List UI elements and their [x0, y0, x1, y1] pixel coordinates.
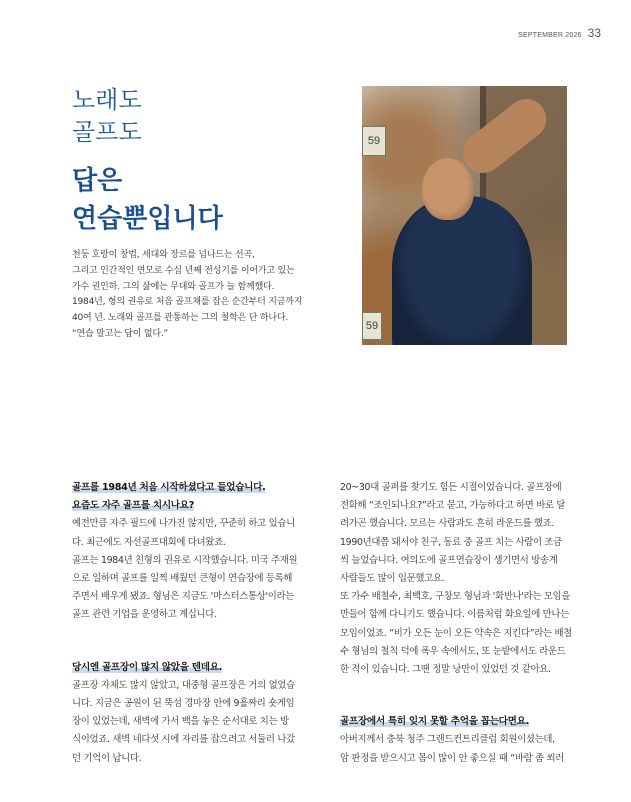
- number-plate-top: 59: [362, 126, 386, 156]
- title-line: 연습뿐입니다: [72, 204, 223, 234]
- answer-line: 니다. 지금은 공원이 된 뚝섬 경마장 안에 9홀짜리 숏게임: [72, 698, 295, 710]
- answer-line: 려가곤 했습니다. 모르는 사람과도 흔히 라운드를 했죠.: [340, 518, 555, 530]
- answer-line: 만들어 함께 다니기도 했습니다. 이름처럼 화요일에 만나는: [340, 609, 569, 621]
- answer-line: 암 판정을 받으시고 몸이 많이 안 좋으실 때 “바람 좀 쐬러: [340, 752, 564, 764]
- page-header: [518, 26, 601, 40]
- answer-line: 20~30대 골퍼를 찾기도 힘든 시절이었습니다. 골프장에: [340, 482, 562, 493]
- intro-line: 1984년, 형의 권유로 처음 골프채를 잡은 순간부터 지금까지: [72, 297, 303, 308]
- answer-line: 수 형님의 철칙 덕에 폭우 속에서도, 또 눈밭에서도 라운드: [340, 645, 566, 657]
- answer-line: 한 적이 있습니다. 그땐 정말 낭만이 있었던 것 같아요.: [340, 664, 551, 676]
- photo-person-head: [422, 158, 474, 220]
- issue-month: SEPTEMBER 2026: [518, 32, 582, 39]
- intro-line: 가수 권인하. 그의 삶에는 무대와 골프가 늘 함께했다.: [72, 281, 275, 292]
- photo-person-body: [392, 196, 532, 345]
- intro-line: 40여 년. 노래와 골프를 관통하는 그의 철학은 단 하나다.: [72, 313, 289, 324]
- answer-line: 모임이었죠. “비가 오든 눈이 오든 약속은 지킨다”라는 배철: [340, 627, 572, 639]
- question-line: 골프를 1984년 처음 시작하셨다고 들었습니다.: [72, 482, 266, 493]
- intro-line: 그리고 인간적인 면모로 수십 년째 전성기를 이어가고 있는: [72, 265, 295, 276]
- page-number: 33: [587, 26, 601, 40]
- intro-paragraph: [72, 248, 342, 343]
- number-plate-bottom: 59: [362, 312, 382, 340]
- answer-line: 사람들도 많이 입문했고요.: [340, 573, 445, 585]
- portrait-photo: [362, 86, 567, 345]
- title-bold: [72, 162, 223, 238]
- intro-line: 천둥 호랑이 창법, 세대와 장르를 넘나드는 선곡,: [72, 250, 255, 260]
- title-line: 노래도: [72, 86, 142, 114]
- answer-line: 다. 최근에도 자선골프대회에 다녀왔죠.: [72, 536, 226, 548]
- answer-line: 골프는 1984년 친형의 권유로 시작했습니다. 미국 주재원: [72, 554, 298, 566]
- answer-line: 골프장 자체도 많지 않았고, 대중형 골프장은 거의 없었습: [72, 679, 295, 691]
- intro-line: “연습 말고는 답이 없다.”: [72, 328, 169, 339]
- answer-line: 씩 늘었습니다. 여의도에 골프연습장이 생기면서 방송계: [340, 554, 558, 566]
- question-line: 요즘도 자주 골프를 치시나요?: [72, 500, 194, 512]
- answer-line: 식이었죠. 새벽 네다섯 시에 자리를 잡으려고 서둘러 나갔: [72, 734, 295, 746]
- title-light: [72, 84, 142, 148]
- answer-line: 골프 관련 기업을 운영하고 계십니다.: [72, 609, 217, 621]
- answer-line: 주면서 배우게 됐죠. 형님은 지금도 '마스터스통상'이라는: [72, 591, 295, 603]
- left-column: [72, 479, 327, 768]
- answer-line: 전화해 “조인되나요?”라고 묻고, 가능하다고 하면 바로 달: [340, 500, 566, 512]
- right-column: [340, 479, 595, 768]
- answer-line: 아버지께서 충북 청주 그랜드컨트리클럽 회원이셨는데,: [340, 734, 555, 746]
- question-line: 골프장에서 특히 잊지 못할 추억을 꼽는다면요.: [340, 716, 529, 728]
- answer-line: 으로 일하며 골프를 일찍 배웠던 큰형이 연습장에 등록해: [72, 573, 293, 585]
- title-line: 골프도: [72, 118, 142, 146]
- answer-line: 예전만큼 자주 필드에 나가진 않지만, 꾸준히 하고 있습니: [72, 518, 295, 530]
- title-line: 답은: [72, 166, 123, 196]
- answer-line: 던 기억이 납니다.: [72, 752, 142, 764]
- answer-line: 또 가수 배철수, 최백호, 구창모 형님과 '화반나'라는 모임을: [340, 591, 571, 603]
- answer-line: 장이 있었는데, 새벽에 가서 백을 놓은 순서대로 치는 방: [72, 716, 289, 728]
- answer-line: 1990년대쯤 돼서야 친구, 동료 중 골프 치는 사람이 조금: [340, 536, 562, 548]
- question-line: 당시엔 골프장이 많지 않았을 텐데요.: [72, 661, 223, 673]
